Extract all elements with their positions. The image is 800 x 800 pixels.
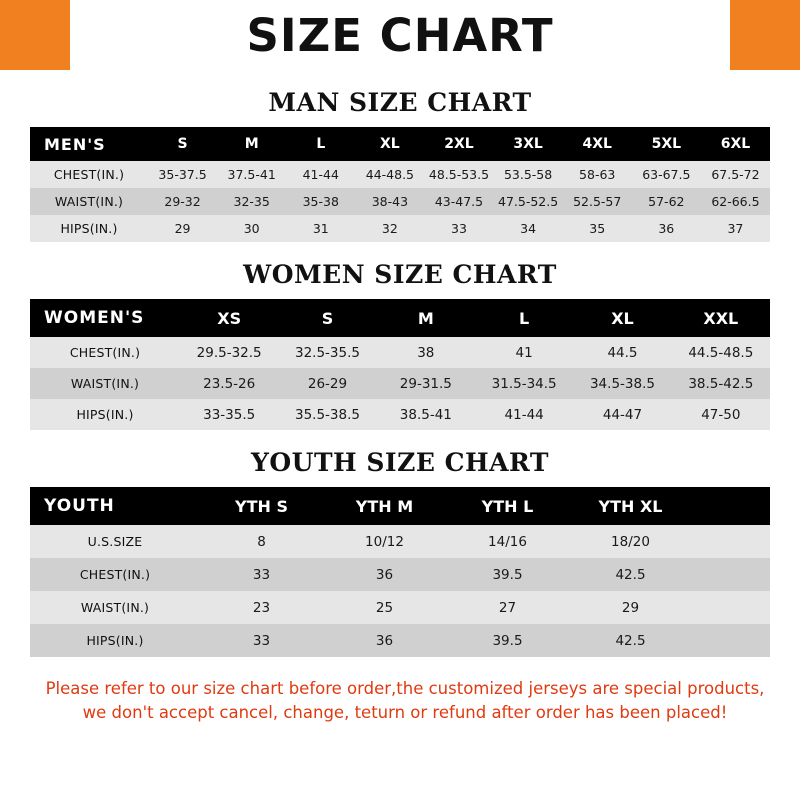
- table-cell-spacer: [692, 558, 770, 591]
- table-cell: 30: [217, 215, 286, 242]
- man-header-cell: XL: [355, 127, 424, 161]
- table-cell: 36: [632, 215, 701, 242]
- table-cell: 38-43: [355, 188, 424, 215]
- youth-header-cell: YTH S: [200, 487, 323, 525]
- table-cell: 48.5-53.5: [424, 161, 493, 188]
- table-cell: 35: [563, 215, 632, 242]
- table-cell: 42.5: [569, 558, 692, 591]
- women-size-section: [30, 260, 770, 430]
- table-cell: 41-44: [286, 161, 355, 188]
- table-cell: 32: [355, 215, 424, 242]
- man-header-cell: M: [217, 127, 286, 161]
- table-cell: 33: [200, 624, 323, 657]
- table-cell: 67.5-72: [701, 161, 770, 188]
- table-cell: 23: [200, 591, 323, 624]
- table-cell: 57-62: [632, 188, 701, 215]
- table-cell-spacer: [692, 591, 770, 624]
- table-cell: 62-66.5: [701, 188, 770, 215]
- table-cell: 39.5: [446, 558, 569, 591]
- women-size-table: [30, 299, 770, 430]
- table-cell: 41: [475, 337, 573, 368]
- table-cell: 38: [377, 337, 475, 368]
- row-label: HIPS(IN.): [30, 624, 200, 657]
- table-row: [30, 525, 770, 558]
- footer-line-1: Please refer to our size chart before order,the customized jerseys are special products,: [45, 679, 765, 698]
- table-cell: 44-47: [573, 399, 671, 430]
- table-cell: 29-32: [148, 188, 217, 215]
- header-banner-inner: [70, 0, 730, 70]
- table-cell: 36: [323, 558, 446, 591]
- table-cell: 53.5-58: [494, 161, 563, 188]
- row-label: U.S.SIZE: [30, 525, 200, 558]
- table-cell: 23.5-26: [180, 368, 278, 399]
- footer-disclaimer: [30, 677, 780, 725]
- youth-size-section: [30, 448, 770, 657]
- table-cell: 44-48.5: [355, 161, 424, 188]
- table-cell: 14/16: [446, 525, 569, 558]
- women-section-title: WOMEN SIZE CHART: [243, 260, 557, 289]
- table-row: [30, 188, 770, 215]
- table-cell: 35-38: [286, 188, 355, 215]
- table-row: [30, 161, 770, 188]
- table-cell: 33: [424, 215, 493, 242]
- youth-header-spacer: [692, 487, 770, 525]
- women-header-cell: S: [278, 299, 376, 337]
- table-cell: 31: [286, 215, 355, 242]
- table-cell: 43-47.5: [424, 188, 493, 215]
- table-cell: 34.5-38.5: [573, 368, 671, 399]
- footer-line-2: we don't accept cancel, change, teturn or refund after order has been placed!: [82, 702, 728, 722]
- women-header-cell: M: [377, 299, 475, 337]
- man-section-title: MAN SIZE CHART: [268, 88, 532, 117]
- man-header-cell: L: [286, 127, 355, 161]
- table-cell: 58-63: [563, 161, 632, 188]
- table-row: [30, 591, 770, 624]
- table-row: [30, 624, 770, 657]
- table-cell: 44.5-48.5: [672, 337, 770, 368]
- table-cell: 42.5: [569, 624, 692, 657]
- table-cell: 38.5-42.5: [672, 368, 770, 399]
- table-cell: 31.5-34.5: [475, 368, 573, 399]
- table-row: [30, 399, 770, 430]
- page-title: SIZE CHART: [246, 8, 554, 62]
- table-cell: 33: [200, 558, 323, 591]
- man-header-cell: MEN'S: [30, 127, 148, 161]
- table-cell: 34: [494, 215, 563, 242]
- table-cell: 18/20: [569, 525, 692, 558]
- table-cell: 25: [323, 591, 446, 624]
- youth-header-cell: YTH L: [446, 487, 569, 525]
- table-cell: 39.5: [446, 624, 569, 657]
- women-header-cell: XS: [180, 299, 278, 337]
- man-size-table: [30, 127, 770, 242]
- table-cell: 36: [323, 624, 446, 657]
- header-banner: [0, 0, 800, 70]
- women-header-cell: L: [475, 299, 573, 337]
- women-header-cell: XL: [573, 299, 671, 337]
- row-label: WAIST(IN.): [30, 368, 180, 399]
- table-row: [30, 337, 770, 368]
- table-cell: 52.5-57: [563, 188, 632, 215]
- table-cell-spacer: [692, 624, 770, 657]
- table-row: [30, 368, 770, 399]
- row-label: WAIST(IN.): [30, 188, 148, 215]
- table-cell: 29-31.5: [377, 368, 475, 399]
- man-header-cell: 3XL: [494, 127, 563, 161]
- man-size-section: [30, 88, 770, 242]
- table-cell: 33-35.5: [180, 399, 278, 430]
- table-row: [30, 215, 770, 242]
- table-cell: 29: [148, 215, 217, 242]
- table-cell-spacer: [692, 525, 770, 558]
- table-cell: 29: [569, 591, 692, 624]
- youth-size-table: [30, 487, 770, 657]
- row-label: CHEST(IN.): [30, 161, 148, 188]
- man-header-cell: 5XL: [632, 127, 701, 161]
- row-label: CHEST(IN.): [30, 337, 180, 368]
- table-cell: 38.5-41: [377, 399, 475, 430]
- table-cell: 32-35: [217, 188, 286, 215]
- man-header-cell: S: [148, 127, 217, 161]
- man-header-cell: 6XL: [701, 127, 770, 161]
- table-cell: 41-44: [475, 399, 573, 430]
- row-label: CHEST(IN.): [30, 558, 200, 591]
- table-cell: 8: [200, 525, 323, 558]
- table-cell: 32.5-35.5: [278, 337, 376, 368]
- table-cell: 63-67.5: [632, 161, 701, 188]
- row-label: HIPS(IN.): [30, 215, 148, 242]
- table-header-row: [30, 487, 770, 525]
- table-cell: 37.5-41: [217, 161, 286, 188]
- table-cell: 10/12: [323, 525, 446, 558]
- row-label: WAIST(IN.): [30, 591, 200, 624]
- table-cell: 26-29: [278, 368, 376, 399]
- women-header-cell: WOMEN'S: [30, 299, 180, 337]
- youth-section-title: YOUTH SIZE CHART: [251, 448, 549, 477]
- table-row: [30, 558, 770, 591]
- table-cell: 37: [701, 215, 770, 242]
- table-cell: 35.5-38.5: [278, 399, 376, 430]
- row-label: HIPS(IN.): [30, 399, 180, 430]
- youth-header-cell: YTH M: [323, 487, 446, 525]
- youth-header-cell: YOUTH: [30, 487, 200, 525]
- man-header-cell: 2XL: [424, 127, 493, 161]
- table-cell: 47-50: [672, 399, 770, 430]
- content-area: [0, 88, 800, 725]
- man-header-cell: 4XL: [563, 127, 632, 161]
- table-cell: 44.5: [573, 337, 671, 368]
- youth-header-cell: YTH XL: [569, 487, 692, 525]
- women-header-cell: XXL: [672, 299, 770, 337]
- table-header-row: [30, 127, 770, 161]
- table-cell: 47.5-52.5: [494, 188, 563, 215]
- table-cell: 27: [446, 591, 569, 624]
- table-header-row: [30, 299, 770, 337]
- table-cell: 29.5-32.5: [180, 337, 278, 368]
- table-cell: 35-37.5: [148, 161, 217, 188]
